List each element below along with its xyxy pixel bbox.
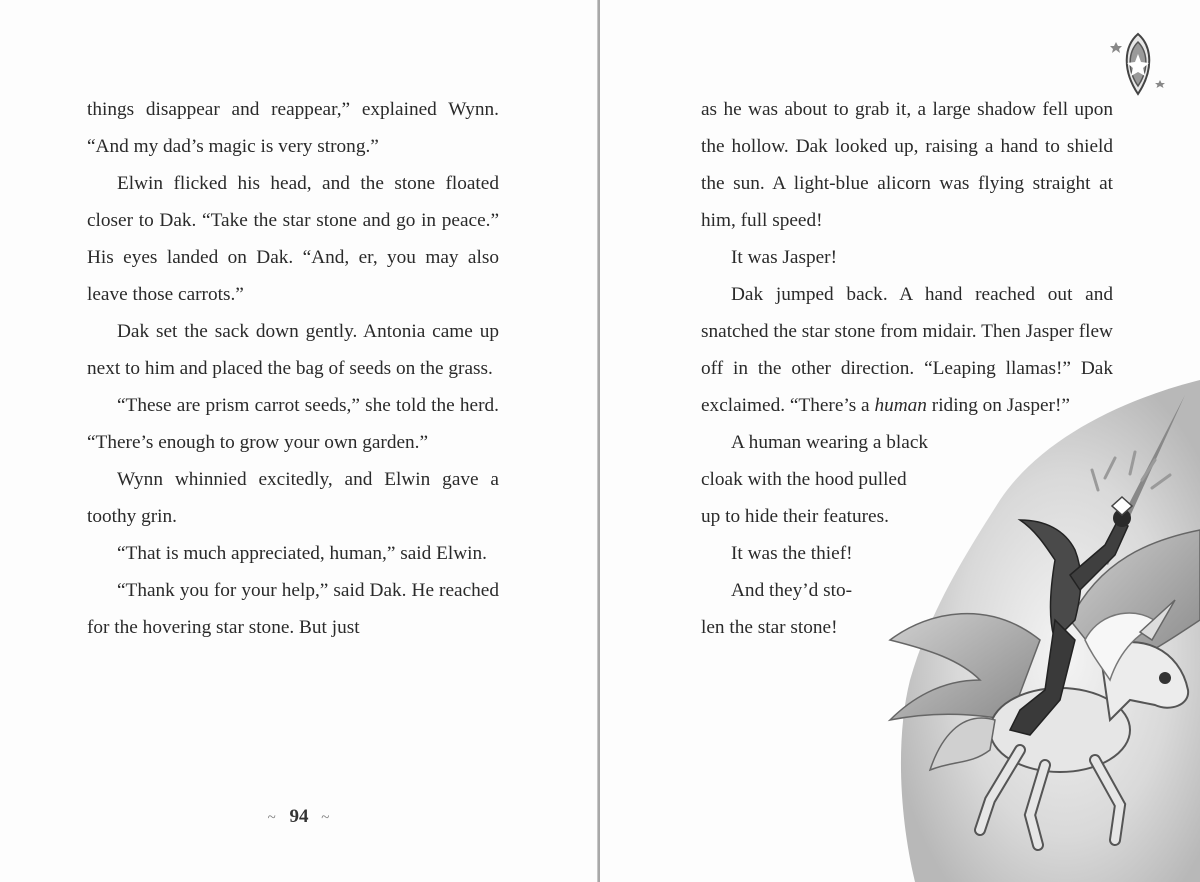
paragraph: Elwin flicked his head, and the stone floated closer to Dak. “Take the star stone and go in peace.” His eyes landed on Dak. “And, er, you may also leave those carrots.”	[87, 173, 499, 305]
left-page	[0, 0, 598, 882]
wrapped-line: len the star stone!	[701, 617, 838, 638]
page-number-folio	[0, 806, 598, 828]
emphasis-text: human	[874, 395, 927, 416]
paragraph: as he was about to grab it, a large shadow fell upon the hollow. Dak looked up, raising a hand to shield the sun. A light-blue alicorn was flying straight at him, full speed!	[701, 99, 1113, 231]
right-page	[600, 0, 1200, 882]
paragraph: “That is much appreciated, human,” said Elwin.	[117, 543, 487, 564]
right-page-text	[701, 91, 1113, 646]
wrapped-line: up to hide their features.	[701, 506, 889, 527]
paragraph: Wynn whinnied excitedly, and Elwin gave a toothy grin.	[87, 469, 499, 527]
folio-ornament-right: ~	[321, 810, 331, 826]
star-stone-gem-icon	[1108, 30, 1168, 100]
page-number: 94	[289, 806, 309, 827]
paragraph: It was Jasper!	[731, 247, 838, 268]
wrapped-line: A human wearing a black	[731, 432, 929, 453]
paragraph-text: riding on Jasper!”	[931, 395, 1070, 416]
wrapped-line: cloak with the hood pulled	[701, 469, 907, 490]
paragraph: Dak set the sack down gently. Antonia came up next to him and placed the bag of seeds on the grass.	[87, 321, 499, 379]
wrapped-line: It was the thief!	[731, 543, 853, 564]
paragraph	[701, 276, 1113, 424]
wrapped-line: And they’d sto-	[731, 580, 853, 601]
paragraph: things disappear and reappear,” explained Wynn. “And my dad’s magic is very strong.”	[87, 99, 499, 157]
paragraph: “These are prism carrot seeds,” she told the herd. “There’s enough to grow your own garden.”	[87, 395, 499, 453]
paragraph: “Thank you for your help,” said Dak. He reached for the hovering star stone. But just	[87, 580, 499, 638]
left-page-text	[87, 91, 499, 646]
paragraph-text: Dak jumped back. A hand reached out and snatched the star stone from midair. Then Jasper flew off in the other direction. “Leaping llamas!” Dak exclaimed. “There’s a	[701, 284, 1113, 416]
folio-ornament-left: ~	[267, 810, 277, 826]
